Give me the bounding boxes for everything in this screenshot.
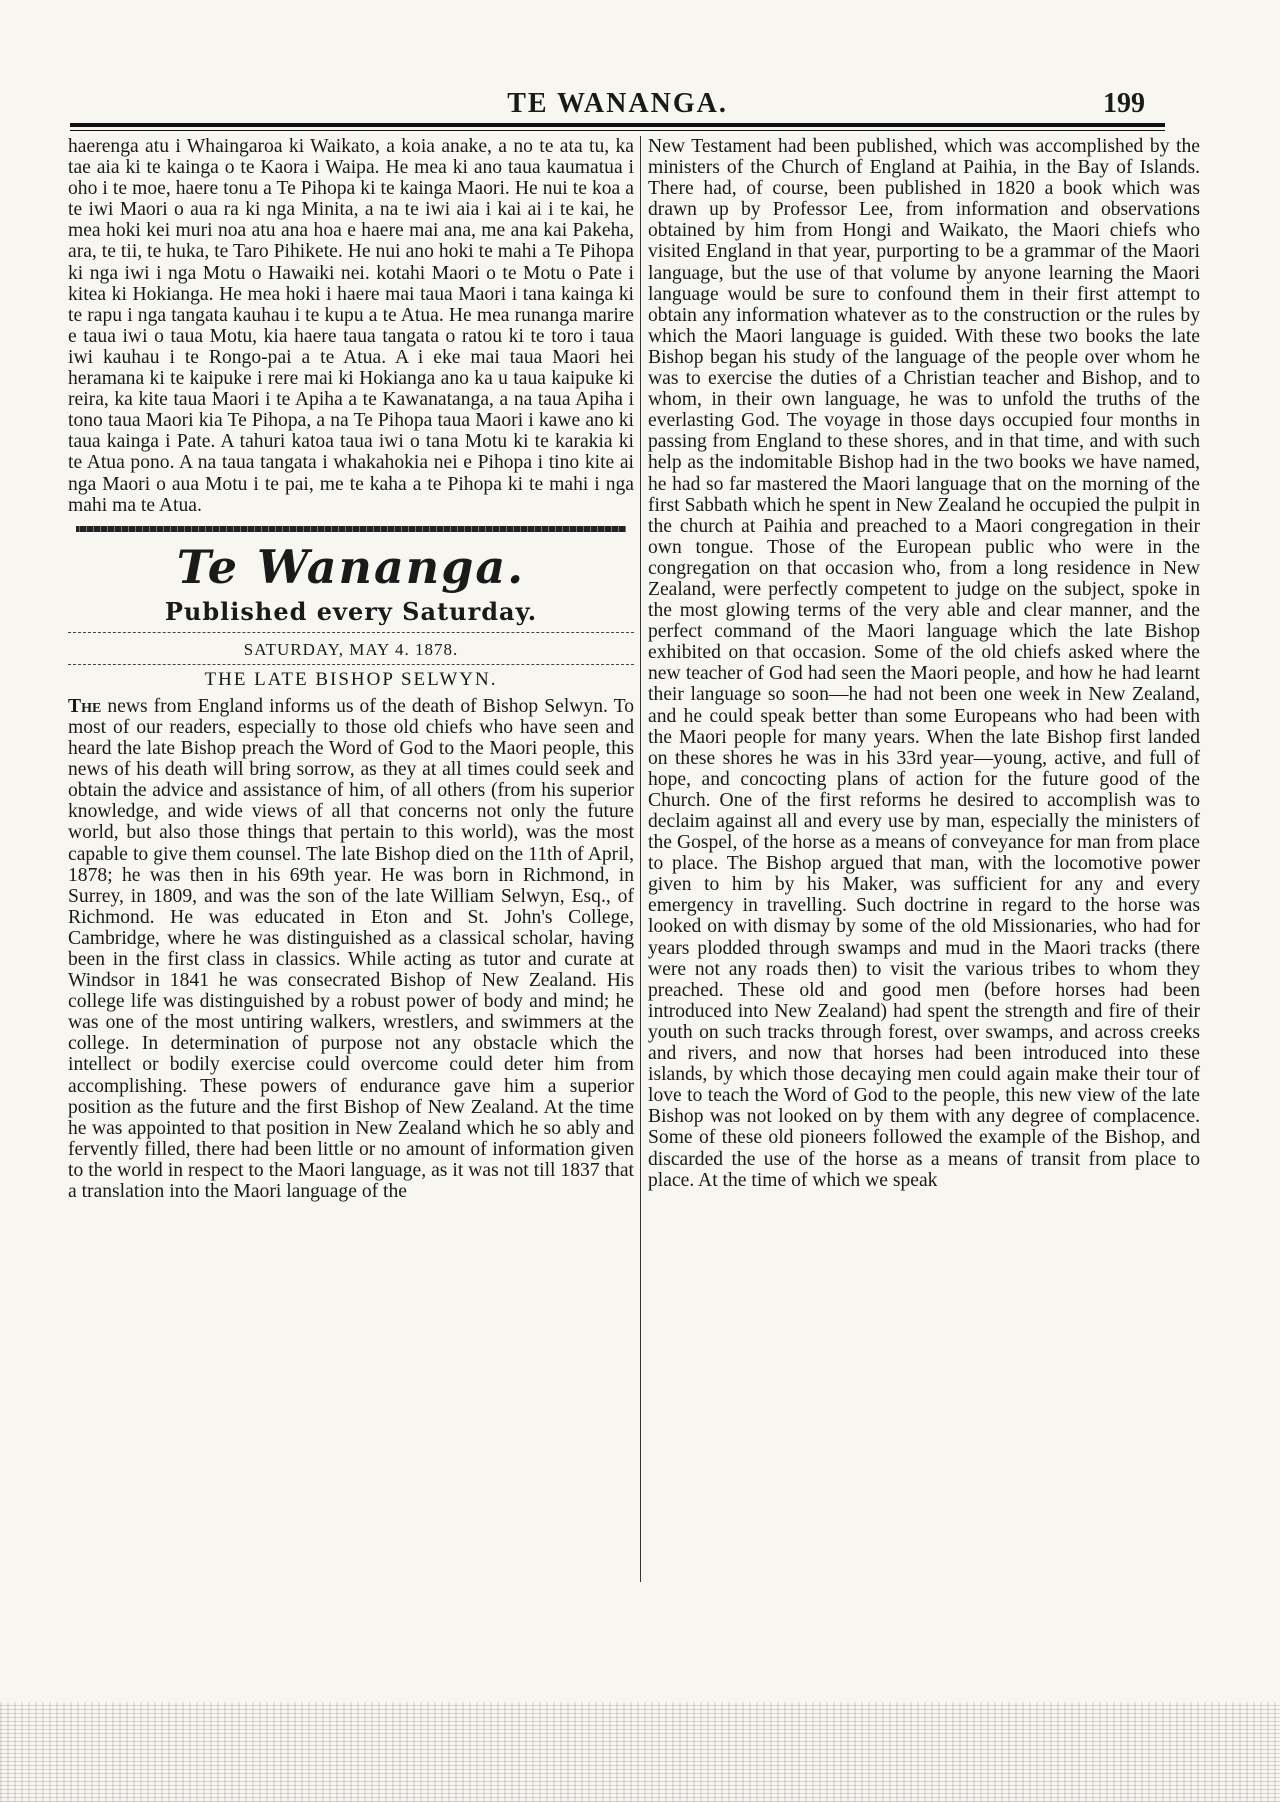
dotted-rule — [68, 664, 634, 665]
column-divider — [640, 136, 641, 1582]
maori-paragraph: haerenga atu i Whaingaroa ki Waikato, a koia anake, a no te ata tu, ka tae aia ki te kainga o te Kaora i Waipa. He mea ki ano taua kaumatua i oho i te moe, haere tonu a Te Pihopa ki te kainga Maori. He nui te koa a te iwi Maori o aua ra ki nga Minita, a na te iwi aia i kai ai i te kai, he mea hoki kei muri noa atu ana hoa e haere mai ana, me ana kai Pakeha, ara, te tii, te huka, te Taro Pihikete. He nui ano hoki te mahi a Te Pihopa ki nga iwi i nga Motu o Hawaiki nei. kotahi Maori o te Motu o Pate i kitea ki Hokianga. He mea hoki i haere mai taua Maori i tana kainga ki te rapu i nga tangata kauhau i te kupu a te Atua. He mea runanga marire e taua iwi o taua Motu, kia haere taua tangata o ratou ki te toro i taua iwi kauhau i te Rongo-pai a te Atua. A i eke mai taua Maori hei heramana ki te kaipuke i rere mai ki Hokianga ano ka u taua kaipuke ki reira, ka kite taua Maori i te Apiha a te Kawanatanga, a na taua Apiha i tono taua Maori kia Te Pihopa, a na Te Pihopa taua Maori i kawe ano ki taua kainga i Pate. A tahuri katoa taua iwi o tana Motu ki te karakia ki te Atua pono. A na taua tangata i whakahokia nei e Pihopa i tino kite ai nga Maori o aua Motu i te pai, me te kaha a te Pihopa ki te mahi i nga mahi ma te Atua. — [68, 136, 634, 516]
right-column — [648, 136, 1200, 1191]
article-text-left: news from England informs us of the death of Bishop Selwyn. To most of our readers, especially to those old chiefs who have seen and heard the late Bishop preach the Word of God to the Maori people, this news of his death will bring sorrow, as they at all times could seek and obtain the advice and assistance of him, of all others (from his superior knowledge, and wide views of all that concerns not only the future world, but also those things that pertain to this world), was the most capable to give them counsel. The late Bishop died on the 11th of April, 1878; he was then in his 69th year. He was born in Richmond, in Surrey, in 1809, and was the son of the late William Selwyn, Esq., of Richmond. He was educated in Eton and St. John's College, Cambridge, where he was distinguished as a classical scholar, having been in the first class in classics. While acting as tutor and curate at Windsor in 1841 he was consecrated Bishop of New Zealand. His college life was distinguished by a robust power of body and mind; he was one of the most untiring walkers, wrestlers, and swimmers at the college. In determination of purpose not any obstacle which the intellect or bodily exercise could overcome could deter him from accomplishing. These powers of endurance gave him a superior position as the future and the first Bishop of New Zealand. At the time he was appointed to that position in New Zealand which he so ably and fervently filled, there had been little or no amount of information given to the world in respect to the Maori language, as it was not till 1837 that a translation into the Maori language of the — [68, 695, 634, 1203]
page-number: 199 — [1103, 88, 1145, 119]
masthead: Te Wananga. — [176, 539, 526, 594]
left-column — [68, 136, 634, 1202]
article-text-right: New Testament had been published, which was accomplished by the ministers of the Church of England at Paihia, in the Bay of Islands. There had, of course, been published in 1820 a book which was drawn up by Professor Lee, from information and observations obtained by him from Hongi and Waikato, the Maori chiefs who visited England in that year, purporting to be a grammar of the Maori language, but the use of that volume by anyone learning the Maori language would be sure to confound them in their first attempt to obtain any information whatever as to the construction or the rules by which the Maori language is guided. With these two books the late Bishop began his study of the language of the people over whom he was to exercise the duties of a Christian teacher and Bishop, and to whom, in their own language, he was to unfold the truths of the everlasting God. The voyage in those days occupied four months in passing from England to these shores, and in that time, and with such help as the indomitable Bishop had in the two books we have named, he had so far mastered the Maori language that on the morning of the first Sabbath which he spent in New Zealand he occupied the pulpit in the church at Paihia and preached to a Maori congregation in their own tongue. Those of the European public who were in the congregation on that occasion who, from a long residence in New Zealand, were perfectly competent to judge on the subject, spoke in the most glowing terms of the very able and clear manner, and the perfect command of the Maori language which the late Bishop exhibited on that occasion. Some of the old chiefs asked where the new teacher of God had seen the Maori people, and how he had learnt their language so soon—he had not been one week in New Zealand, and he could speak better than some Europeans who had been with the Maori people for many years. When the late Bishop first landed on these shores he was in his 33rd year—young, active, and full of hope, and concocting plans of action for the future good of the Church. One of the first reforms he desired to accomplish was to declaim against all and every use by man, especially the ministers of the Gospel, of the horse as a means of conveyance for man from place to place. The Bishop argued that man, with the locomotive power given to him by his Maker, was sufficient for any and every emergency in travelling. Such doctrine in regard to the horse was looked on with dismay by some of the old Missionaries, who had for years plodded through swamps and mud in the Maori tracks (there were not any roads then) to visit the various tribes to whom they preached. These old and good men (before horses had been introduced into New Zealand) had spent the strength and fire of their youth on such tracks through forest, over swamps, and across creeks and rivers, and now that horses had been introduced into these islands, by which those decaying men could again make their tour of love to teach the Word of God to the people, this new view of the late Bishop was not looked on by them with any degree of complacence. Some of these old pioneers followed the example of the Bishop, and discarded the use of the horse as a means of transit from place to place. At the time of which we speak — [648, 136, 1200, 1191]
page-header — [70, 82, 1165, 122]
running-title: TE WANANGA. — [507, 88, 728, 119]
article-headline: THE LATE BISHOP SELWYN. — [204, 668, 498, 690]
issue-date: SATURDAY, MAY 4. 1878. — [243, 639, 459, 659]
article-lead-word: The — [68, 695, 102, 717]
header-rule-thick — [70, 123, 1165, 127]
header-rule-thin — [70, 130, 1165, 131]
section-separator — [76, 526, 626, 532]
masthead-tagline: Published every Saturday. — [164, 596, 538, 626]
dotted-rule — [68, 632, 634, 633]
article-body-start — [68, 696, 634, 1202]
page-bottom-scan-noise — [0, 1702, 1280, 1802]
